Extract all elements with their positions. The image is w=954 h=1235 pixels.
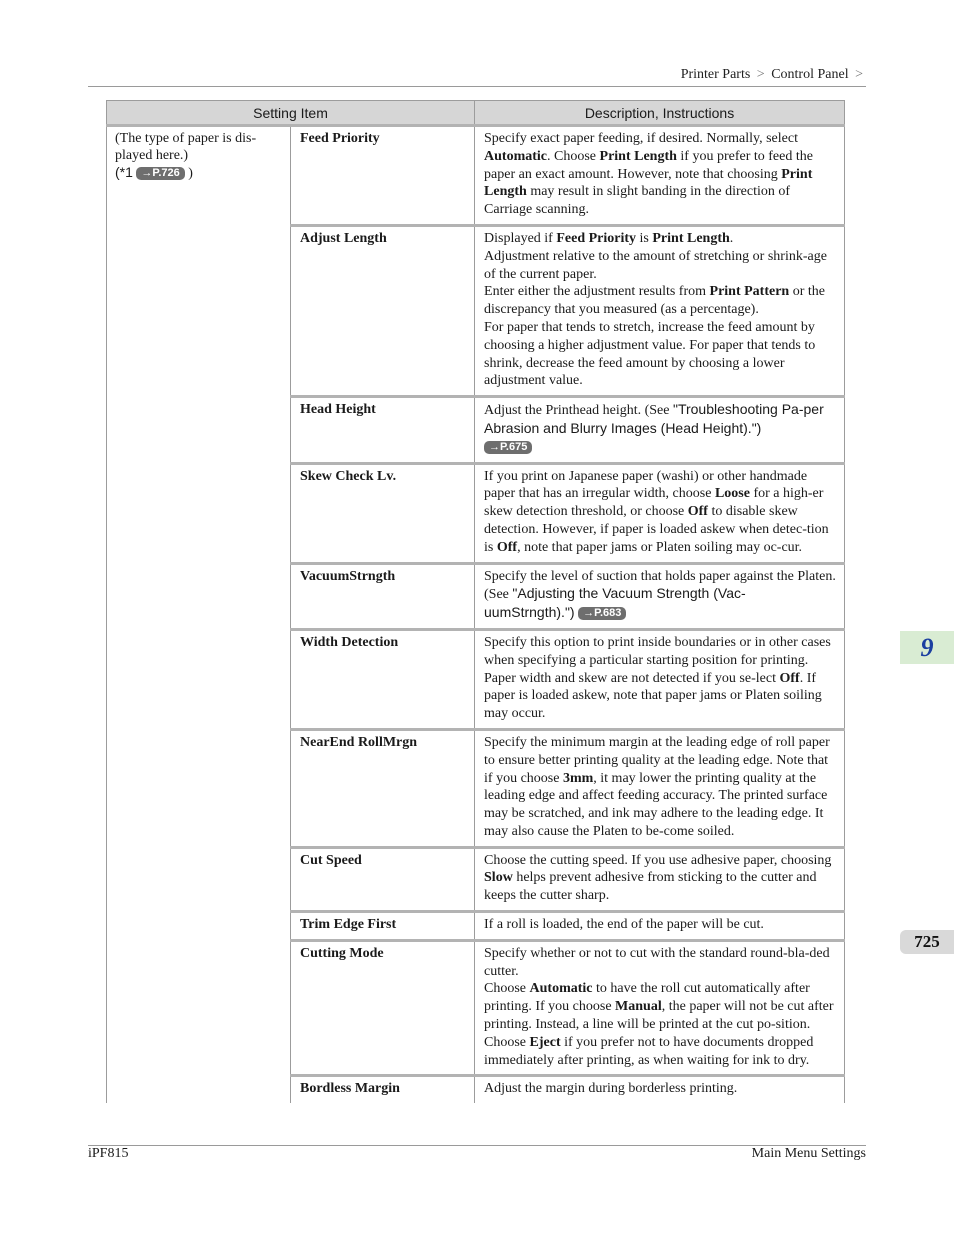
description-nearend-rollmrgn (475, 729, 845, 847)
setting-item-nearend-rollmrgn: NearEnd RollMrgn (291, 729, 475, 847)
description-feed-priority (475, 126, 845, 226)
paper-type-note: (The type of paper is dis- (115, 131, 257, 146)
header-rule (88, 86, 866, 87)
page-link-726[interactable]: →P.726 (136, 167, 184, 180)
desc-text: . Choose (547, 148, 600, 164)
desc-text: Displayed if (484, 230, 557, 246)
setting-item-head-height: Head Height (291, 397, 475, 463)
desc-text: , it may lower the printing quality at the leading edge and affect feeding accuracy. The printed surface may be scratched, and ink may adhere to the leading edge. It may also cause the Platen to be-come soiled. (484, 770, 828, 839)
desc-keyword: 3mm (562, 770, 594, 786)
desc-keyword: Loose (714, 486, 750, 502)
footnote-ref-close: ) (188, 166, 193, 181)
setting-item-bordless-margin: Bordless Margin (291, 1076, 475, 1103)
setting-item-skew-check: Skew Check Lv. (291, 463, 475, 563)
desc-keyword: Automatic (529, 981, 593, 997)
description-head-height (475, 397, 845, 463)
desc-text: . (729, 230, 734, 246)
page-number: 725 (900, 930, 954, 954)
footer-model: iPF815 (88, 1146, 129, 1161)
breadcrumb-separator: > (756, 67, 765, 82)
desc-keyword: Off (687, 504, 708, 520)
description-cut-speed (475, 847, 845, 911)
desc-text: Specify the level of suction that holds paper against the Platen. (See (484, 568, 836, 603)
desc-text: Choose the cutting speed. If you use adhesive paper, choosing (484, 852, 832, 868)
cross-reference-link[interactable]: "Adjusting the Vacuum Strength (Vac-uumStrngth).") (484, 585, 746, 621)
desc-keyword: Print Length (652, 230, 730, 246)
desc-text: Adjust the Printhead height. (See (484, 403, 673, 419)
desc-text: Specify whether or not to cut with the standard round-bla-ded cutter. (484, 945, 830, 979)
settings-table (106, 100, 845, 1103)
desc-text: is (636, 230, 653, 246)
desc-text: Adjustment relative to the amount of stretching or shrink-age of the current paper. (484, 248, 827, 282)
desc-text: For paper that tends to stretch, increase the feed amount by choosing a higher adjustment value. For paper that tends to shrink, decrease the feed amount by choosing a lower adjustment value. (484, 319, 816, 389)
desc-text: . If paper is loaded askew, note that paper jams or Platen soiling may occur. (484, 670, 822, 722)
desc-keyword: Automatic (484, 148, 548, 164)
description-trim-edge-first (475, 912, 845, 941)
setting-item-cutting-mode: Cutting Mode (291, 940, 475, 1076)
desc-text: helps prevent adhesive from sticking to the cutter and keeps the cutter sharp. (484, 870, 817, 904)
desc-text: Choose (484, 1034, 530, 1050)
desc-text: Enter either the adjustment results from (484, 284, 710, 300)
desc-keyword: Manual (615, 999, 662, 1015)
desc-text: may result in slight banding in the direction of Carriage scanning. (484, 184, 791, 218)
desc-keyword: Eject (529, 1034, 561, 1050)
paper-type-note: played here.) (115, 148, 189, 163)
table-row (107, 126, 845, 226)
description-vacuum-strength (475, 563, 845, 629)
description-bordless-margin (475, 1076, 845, 1103)
description-adjust-length (475, 225, 845, 396)
desc-text: if you prefer not to have documents dropped immediately after printing, as when waiting for ink to dry. (484, 1034, 814, 1068)
description-width-detection (475, 629, 845, 729)
desc-text: if you prefer to feed the paper an exact amount. However, note that choosing (484, 148, 813, 182)
breadcrumb-control-panel[interactable]: Control Panel (771, 67, 849, 82)
breadcrumb (681, 67, 866, 83)
desc-text: Specify this option to print inside boundaries or in other cases when specifying a particular starting position for printing. Paper width and skew are not detected if you se-lect (484, 634, 831, 686)
desc-keyword: Slow (484, 870, 513, 886)
setting-item-vacuum-strength: VacuumStrngth (291, 563, 475, 629)
column-header-setting-item: Setting Item (107, 101, 475, 126)
page-link-675[interactable]: →P.675 (484, 441, 532, 454)
desc-text: , the paper will not be cut after printing. Instead, a line will be printed at the cut po-sition. (484, 999, 834, 1033)
footnote-ref: (*1 (115, 164, 133, 180)
desc-text: for a high-er skew detection threshold, or choose (484, 486, 824, 520)
desc-keyword: Off (496, 539, 518, 555)
paper-type-cell (107, 126, 291, 1104)
desc-text: , note that paper jams or Platen soiling may oc-cur. (517, 539, 803, 555)
footer-section: Main Menu Settings (751, 1146, 866, 1161)
desc-text: Adjust the margin during borderless printing. (484, 1081, 738, 1097)
setting-item-adjust-length: Adjust Length (291, 225, 475, 396)
chapter-tab[interactable]: 9 (900, 631, 954, 664)
footer-rule (88, 1145, 866, 1146)
desc-text: or the discrepancy that you measured (as a percentage). (484, 284, 825, 318)
cross-reference-link[interactable]: "Troubleshooting Pa-per Abrasion and Blurry Images (Head Height).") (484, 401, 824, 436)
breadcrumb-separator: > (855, 67, 863, 82)
desc-text: Specify the minimum margin at the leading edge of roll paper to ensure better printing quality at the leading edge. Note that if you choose (484, 734, 830, 786)
desc-text: If you print on Japanese paper (washi) or other handmade paper that has an irregular width, choose (484, 468, 808, 502)
desc-keyword: Off (779, 670, 800, 686)
setting-item-trim-edge-first: Trim Edge First (291, 912, 475, 941)
table-header-row (107, 101, 845, 126)
desc-text: to have the roll cut automatically after printing. If you choose (484, 981, 810, 1015)
desc-text: Choose (484, 981, 530, 997)
column-header-description: Description, Instructions (475, 101, 845, 126)
page-link-683[interactable]: →P.683 (578, 607, 626, 620)
setting-item-width-detection: Width Detection (291, 629, 475, 729)
desc-keyword: Print Length (484, 166, 813, 200)
desc-text: If a roll is loaded, the end of the paper will be cut. (484, 917, 764, 933)
desc-keyword: Print Pattern (709, 284, 790, 300)
setting-item-cut-speed: Cut Speed (291, 847, 475, 911)
description-skew-check (475, 463, 845, 563)
breadcrumb-printer-parts[interactable]: Printer Parts (680, 67, 751, 82)
desc-text: to disable skew detection. However, if paper is loaded askew when detec-tion is (484, 504, 829, 555)
desc-text: Specify exact paper feeding, if desired. Normally, select (484, 131, 798, 146)
description-cutting-mode (475, 940, 845, 1076)
desc-keyword: Print Length (599, 148, 677, 164)
setting-item-feed-priority: Feed Priority (291, 126, 475, 226)
desc-keyword: Feed Priority (556, 230, 637, 246)
